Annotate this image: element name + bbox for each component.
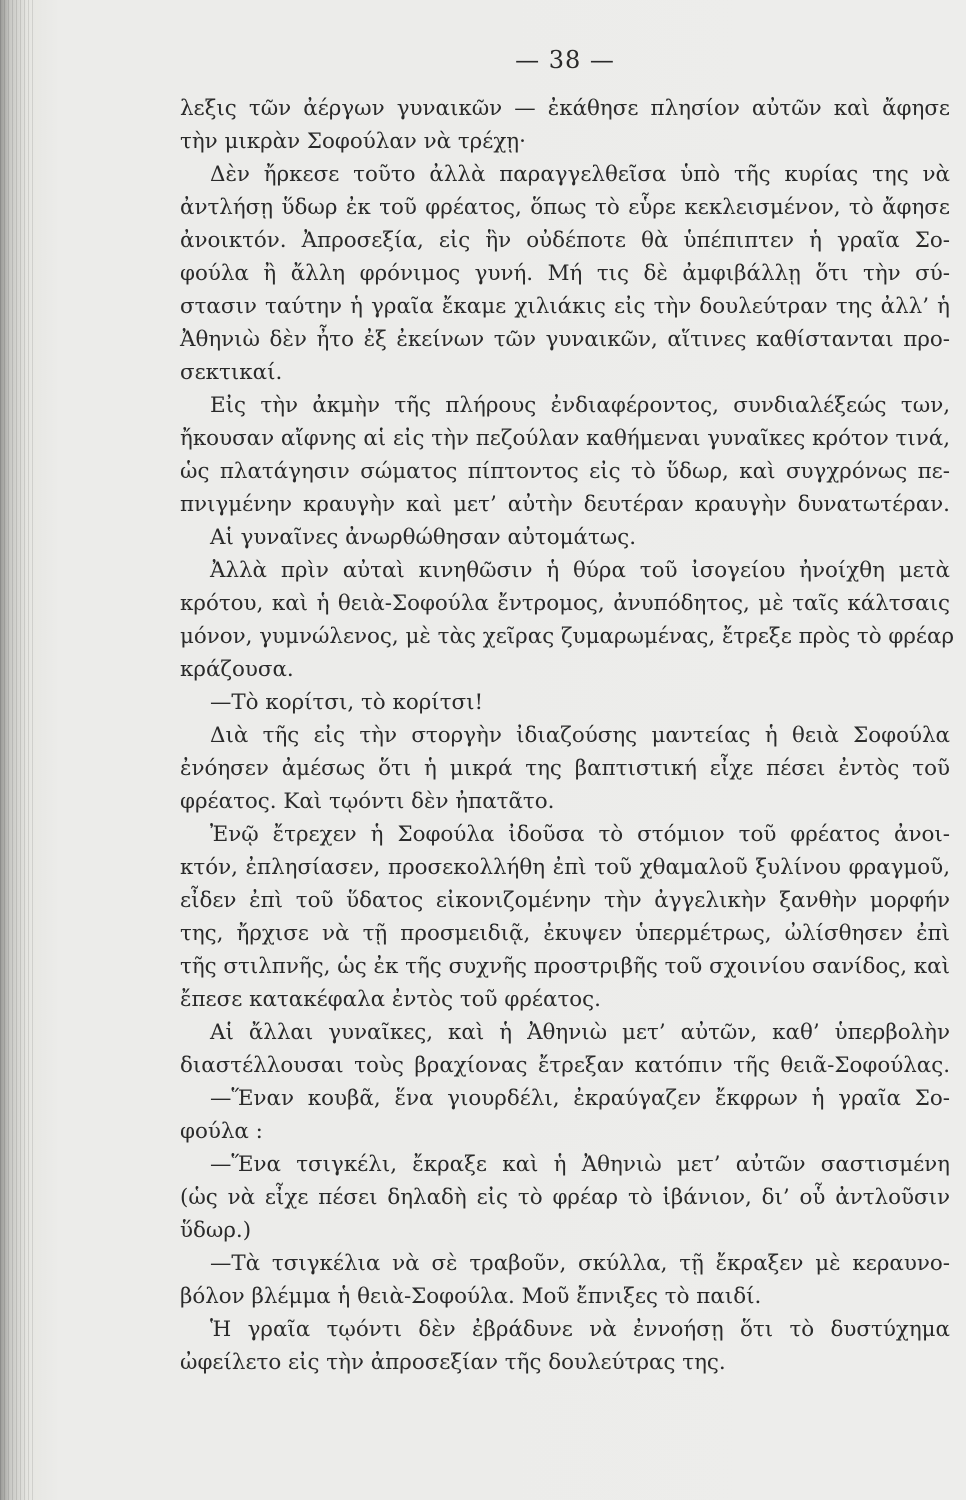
text-line: εἶδεν ἐπὶ τοῦ ὕδατος εἰκονιζομένην τὴν ἀγγελικὴν ξανθὴν μορφήν — [180, 888, 950, 913]
text-line: Ἀθηνιὼ δὲν ἦτο ἐξ ἐκείνων τῶν γυναικῶν, αἵτινες καθίστανται προ- — [180, 327, 950, 352]
text-line: στασιν ταύτην ἡ γραῖα ἔκαμε χιλιάκις εἰς τὴν δουλεύτραν της ἀλλ’ ἡ — [180, 294, 950, 319]
text-line: τὴν μικρὰν Σοφούλαν νὰ τρέχῃ· — [180, 129, 526, 154]
text-line: Εἰς τὴν ἀκμὴν τῆς πλήρους ἐνδιαφέροντος, συνδιαλέξεώς των, — [210, 393, 950, 418]
text-line: —Τὰ τσιγκέλια νὰ σὲ τραβοῦν, σκύλλα, τῇ ἔκραξεν μὲ κεραυνο- — [210, 1251, 950, 1276]
text-line: Ἡ γραῖα τῳόντι δὲν ἐβράδυνε νὰ ἐννοήσῃ ὅτι τὸ δυστύχημα — [210, 1317, 950, 1342]
text-line: μόνον, γυμνώλενος, μὲ τὰς χεῖρας ζυμαρωμένας, ἔτρεξε πρὸς τὸ φρέαρ — [180, 624, 955, 649]
text-line: Δὲν ἤρκεσε τοῦτο ἀλλὰ παραγγελθεῖσα ὑπὸ τῆς κυρίας της νὰ — [210, 162, 950, 187]
text-line: —Ἕνα τσιγκέλι, ἔκραξε καὶ ἡ Ἀθηνιὼ μετ’ αὐτῶν σαστισμένη — [210, 1152, 950, 1177]
text-line: κτόν, ἐπλησίασεν, προσεκολλήθη ἐπὶ τοῦ χθαμαλοῦ ξυλίνου φραγμοῦ, — [180, 855, 950, 880]
text-line: διαστέλλουσαι τοὺς βραχίονας ἔτρεξαν κατόπιν τῆς θειᾶ-Σοφούλας. — [180, 1053, 950, 1078]
text-line: ὕδωρ.) — [180, 1218, 252, 1243]
text-line: Ἐνῷ ἔτρεχεν ἡ Σοφούλα ἰδοῦσα τὸ στόμιον τοῦ φρέατος ἀνοι- — [210, 822, 950, 847]
text-line: πνιγμένην κραυγὴν καὶ μετ’ αὐτὴν δευτέραν κραυγὴν δυνατωτέραν. — [180, 492, 950, 517]
text-line: κρότου, καὶ ἡ θειὰ-Σοφούλα ἔντρομος, ἀνυπόδητος, μὲ ταῖς κάλτσαις — [180, 591, 950, 616]
text-line: της, ἤρχισε νὰ τῇ προσμειδιᾷ, ἐκυψεν ὑπερμέτρως, ὠλίσθησεν ἐπὶ — [180, 921, 950, 946]
page-number: — 38 — — [515, 46, 615, 74]
text-line: φούλα : — [180, 1119, 263, 1144]
text-line: φούλα ἢ ἄλλη φρόνιμος γυνή. Μή τις δὲ ἀμφιβάλλῃ ὅτι τὴν σύ- — [180, 261, 950, 286]
text-line: —Ἕναν κουβᾶ, ἕνα γιουρδέλι, ἐκραύγαζεν ἔκφρων ἡ γραῖα Σο- — [210, 1086, 950, 1111]
text-line: τῆς στιλπνῆς, ὡς ἐκ τῆς συχνῆς προστριβῆς τοῦ σχοινίου σανίδος, καὶ — [180, 954, 950, 979]
text-line: ἤκουσαν αἴφνης αἱ εἰς τὴν πεζούλαν καθήμεναι γυναῖκες κρότον τινά, — [180, 426, 950, 451]
text-line: ἀντλήσῃ ὕδωρ ἐκ τοῦ φρέατος, ὅπως τὸ εὗρε κεκλεισμένον, τὸ ἄφησε — [180, 195, 950, 220]
text-line: ὡς πλατάγησιν σώματος πίπτοντος εἰς τὸ ὕδωρ, καὶ συγχρόνως πε- — [180, 459, 950, 484]
text-line: ὠφείλετο εἰς τὴν ἀπροσεξίαν τῆς δουλεύτρας της. — [180, 1350, 726, 1375]
text-line: Διὰ τῆς εἰς τὴν στοργὴν ἰδιαζούσης μαντείας ἡ θειὰ Σοφούλα — [210, 723, 950, 748]
text-line: ἀνοικτόν. Ἀπροσεξία, εἰς ἣν οὐδέποτε θὰ ὑπέπιπτεν ἡ γραῖα Σο- — [180, 228, 950, 253]
text-line: σεκτικαί. — [180, 360, 283, 385]
text-line: ἔπεσε κατακέφαλα ἐντὸς τοῦ φρέατος. — [180, 987, 601, 1012]
page-binding-edge — [0, 0, 34, 1500]
text-line: κράζουσα. — [180, 657, 294, 682]
text-line: Αἱ γυναῖνες ἀνωρθώθησαν αὐτομάτως. — [210, 525, 637, 550]
text-line: βόλον βλέμμα ἡ θειὰ-Σοφούλα. Μοῦ ἔπνιξες τὸ παιδί. — [180, 1284, 762, 1309]
text-line: —Τὸ κορίτσι, τὸ κορίτσι! — [210, 690, 484, 715]
text-line: φρέατος. Καὶ τῳόντι δὲν ἠπατᾶτο. — [180, 789, 555, 814]
text-line: Αἱ ἄλλαι γυναῖκες, καὶ ἡ Ἀθηνιὼ μετ’ αὐτῶν, καθ’ ὑπερβολὴν — [210, 1020, 950, 1045]
text-line: (ὡς νὰ εἶχε πέσει δηλαδὴ εἰς τὸ φρέαρ τὸ ἱβάνιον, δι’ οὗ ἀντλοῦσιν — [180, 1185, 950, 1210]
text-line: Ἀλλὰ πρὶν αὐταὶ κινηθῶσιν ἡ θύρα τοῦ ἰσογείου ἠνοίχθη μετὰ — [210, 558, 950, 583]
page-body-text — [180, 92, 955, 1379]
text-line: ἐνόησεν ἀμέσως ὅτι ἡ μικρά της βαπτιστική εἶχε πέσει ἐντὸς τοῦ — [180, 756, 950, 781]
text-line: λεξις τῶν ἀέργων γυναικῶν — ἐκάθησε πλησίον αὐτῶν καὶ ἄφησε — [180, 96, 950, 121]
